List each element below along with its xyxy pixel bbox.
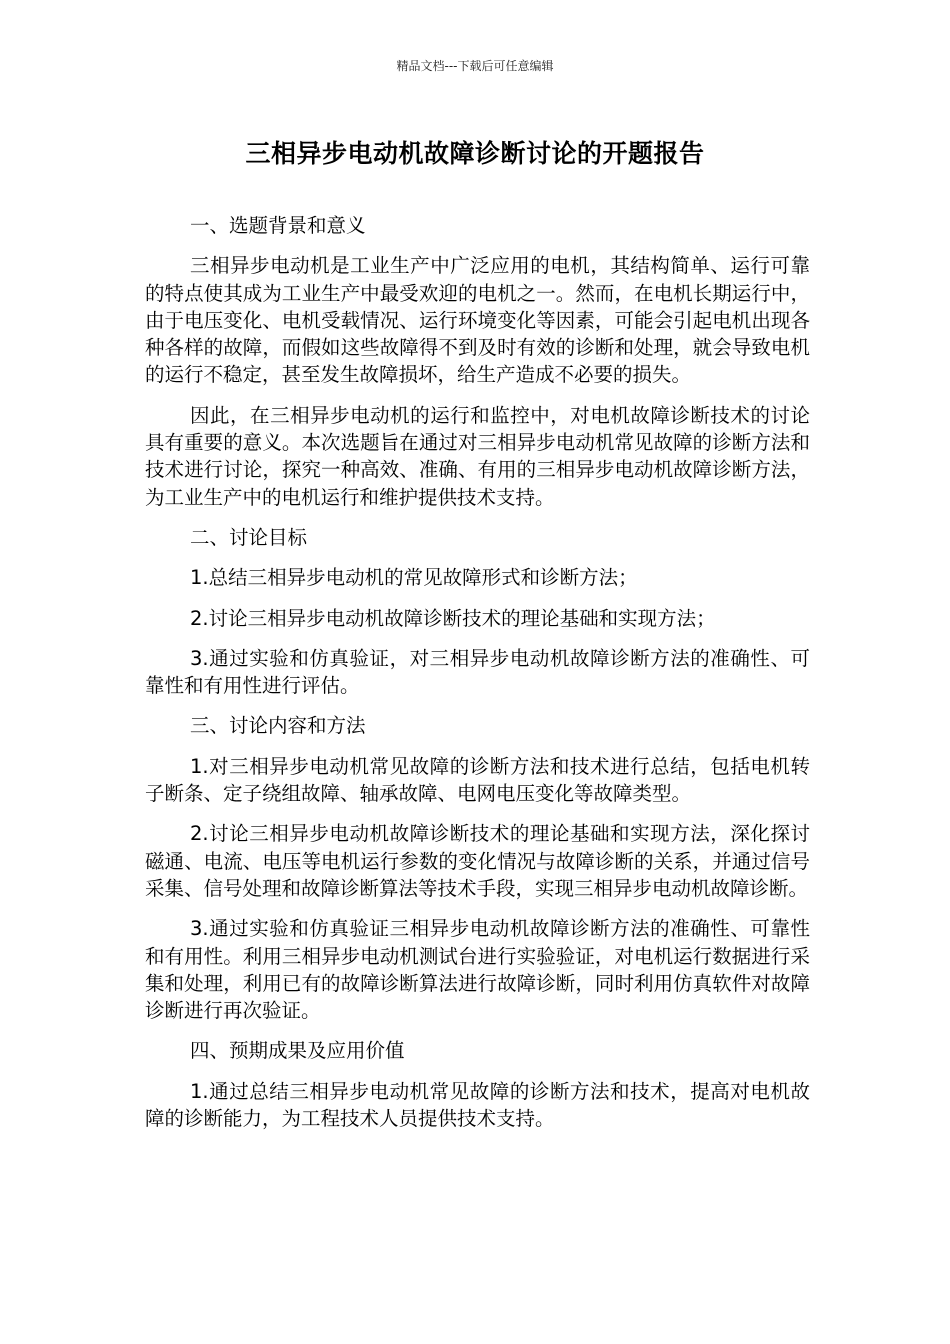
section-objectives [145, 524, 810, 699]
section-heading: 二、讨论目标 [190, 525, 308, 549]
section-background [145, 212, 810, 511]
paragraph: 因此，在三相异步电动机的运行和监控中，对电机故障诊断技术的讨论具有重要的意义。本次选题旨在通过对三相异步电动机常见故障的诊断方法和技术进行讨论，探究一种高效、准确、有用的三相异步电动机故障诊断方法，为工业生产中的电机运行和维护提供技术支持。 [145, 403, 810, 509]
section-content-methods [145, 712, 810, 1024]
section-expected-results [145, 1037, 810, 1132]
paragraph: 三相异步电动机是工业生产中广泛应用的电机，其结构简单、运行可靠的特点使其成为工业生产中最受欢迎的电机之一。然而，在电机长期运行中，由于电压变化、电机受载情况、运行环境变化等因素，可能会引起电机出现各种各样的故障，而假如这些故障得不到及时有效的诊断和处理，就会导致电机的运行不稳定，甚至发生故障损坏，给生产造成不必要的损失。 [145, 254, 810, 387]
list-item: 1.对三相异步电动机常见故障的诊断方法和技术进行总结，包括电机转子断条、定子绕组故障、轴承故障、电网电压变化等故障类型。 [145, 754, 810, 806]
page-header-note: 精品文档---下载后可任意编辑 [396, 59, 554, 73]
list-item: 2.讨论三相异步电动机故障诊断技术的理论基础和实现方法； [190, 606, 716, 630]
section-heading: 一、选题背景和意义 [190, 214, 366, 237]
list-item: 1.总结三相异步电动机的常见故障形式和诊断方法； [190, 566, 638, 590]
list-item: 3.通过实验和仿真验证，对三相异步电动机故障诊断方法的准确性、可靠性和有用性进行评估。 [145, 646, 810, 698]
document-title: 三相异步电动机故障诊断讨论的开题报告 [245, 139, 705, 168]
section-heading: 四、预期成果及应用价值 [190, 1039, 405, 1063]
list-item: 2.讨论三相异步电动机故障诊断技术的理论基础和实现方法，深化探讨磁通、电流、电压等电机运行参数的变化情况与故障诊断的关系，并通过信号采集、信号处理和故障诊断算法等技术手段，实现三相异步电动机故障诊断。 [145, 822, 810, 900]
list-item: 3.通过实验和仿真验证三相异步电动机故障诊断方法的准确性、可靠性和有用性。利用三相异步电动机测试台进行实验验证，对电机运行数据进行采集和处理，利用已有的故障诊断算法进行故障诊断，同时利用仿真软件对故障诊断进行再次验证。 [145, 917, 810, 1023]
document-body [145, 212, 810, 1145]
section-heading: 三、讨论内容和方法 [190, 714, 366, 738]
list-item: 1.通过总结三相异步电动机常见故障的诊断方法和技术，提高对电机故障的诊断能力，为工程技术人员提供技术支持。 [145, 1079, 810, 1131]
